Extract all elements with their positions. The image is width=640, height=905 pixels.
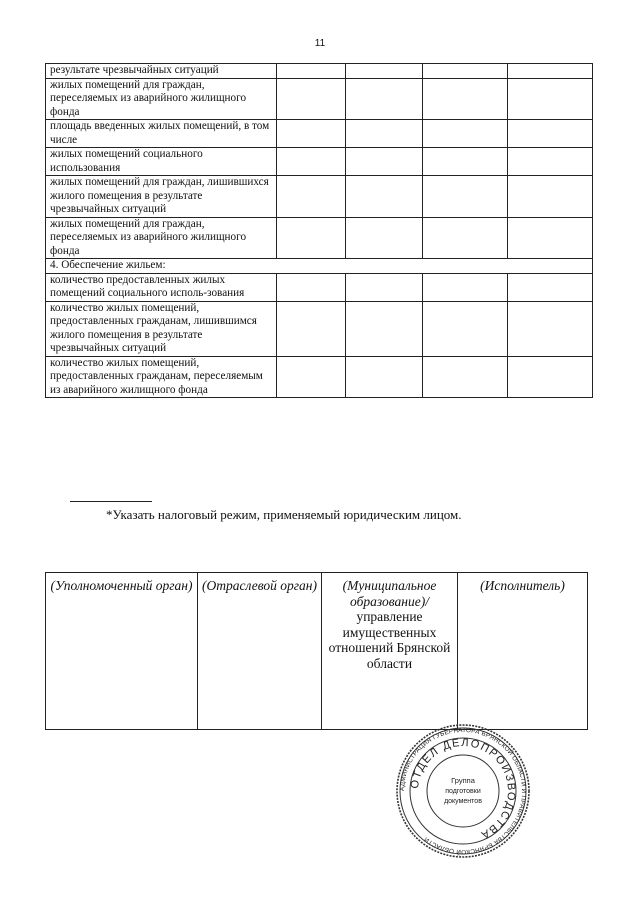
value-cell bbox=[346, 356, 423, 398]
value-cell bbox=[346, 273, 423, 301]
data-table bbox=[45, 63, 593, 398]
value-cell bbox=[423, 148, 508, 176]
table-row bbox=[46, 78, 593, 120]
value-cell bbox=[508, 217, 593, 259]
signature-table bbox=[45, 572, 588, 730]
value-cell bbox=[346, 64, 423, 79]
value-cell bbox=[277, 301, 346, 356]
table-row bbox=[46, 301, 593, 356]
stamp-center-line: документов bbox=[444, 798, 482, 805]
table-row bbox=[46, 259, 593, 274]
table-row bbox=[46, 273, 593, 301]
signature-label: (Отраслевой орган) bbox=[202, 578, 317, 593]
table-row bbox=[46, 148, 593, 176]
value-cell bbox=[508, 356, 593, 398]
stamp-inner-text: ОТДЕЛ ДЕЛОПРОИЗВОДСТВА bbox=[408, 736, 518, 842]
table-row bbox=[46, 217, 593, 259]
value-cell bbox=[277, 176, 346, 218]
value-cell bbox=[346, 148, 423, 176]
value-cell bbox=[508, 148, 593, 176]
value-cell bbox=[508, 64, 593, 79]
value-cell bbox=[423, 217, 508, 259]
value-cell bbox=[423, 78, 508, 120]
signature-sector-body bbox=[198, 573, 322, 730]
official-stamp bbox=[395, 723, 531, 859]
stamp-center-line: подготовки bbox=[445, 788, 481, 795]
row-label: жилых помещений социального использования bbox=[46, 148, 277, 176]
signature-executor bbox=[458, 573, 588, 730]
table-row bbox=[46, 356, 593, 398]
table-row bbox=[46, 64, 593, 79]
value-cell bbox=[508, 301, 593, 356]
value-cell bbox=[423, 64, 508, 79]
row-label: количество жилых помещений, предоставленных гражданам, лишившимся жилого помещения в результате чрезвычайных ситуаций bbox=[46, 301, 277, 356]
signature-organization: управление имущественных отношений Брянской области bbox=[328, 609, 451, 671]
signature-label: (Исполнитель) bbox=[480, 578, 565, 593]
value-cell bbox=[277, 273, 346, 301]
page-number: 11 bbox=[314, 38, 326, 49]
value-cell bbox=[277, 78, 346, 120]
stamp-outer-text: АДМИНИСТРАЦИЯ ГУБЕРНАТОРА БРЯНСКОЙ ОБЛАСТИ И ПРАВИТЕЛЬСТВА БРЯНСКОЙ ОБЛАСТИ bbox=[398, 726, 528, 856]
value-cell bbox=[277, 64, 346, 79]
value-cell bbox=[423, 120, 508, 148]
value-cell bbox=[508, 273, 593, 301]
value-cell bbox=[423, 356, 508, 398]
section-heading: 4. Обеспечение жильем: bbox=[46, 259, 593, 274]
value-cell bbox=[277, 148, 346, 176]
value-cell bbox=[346, 78, 423, 120]
footnote-rule bbox=[70, 501, 152, 502]
table-row bbox=[46, 176, 593, 218]
value-cell bbox=[423, 301, 508, 356]
row-label: количество жилых помещений, предоставленных гражданам, переселяемым из аварийного жилищного фонда bbox=[46, 356, 277, 398]
value-cell bbox=[508, 120, 593, 148]
row-label: результате чрезвычайных ситуаций bbox=[46, 64, 277, 79]
value-cell bbox=[277, 356, 346, 398]
value-cell bbox=[346, 217, 423, 259]
row-label: жилых помещений для граждан, лишившихся жилого помещения в результате чрезвычайных ситуаций bbox=[46, 176, 277, 218]
value-cell bbox=[508, 176, 593, 218]
row-label: жилых помещений для граждан, переселяемых из аварийного жилищного фонда bbox=[46, 217, 277, 259]
value-cell bbox=[346, 301, 423, 356]
row-label: количество предоставленных жилых помещений социального исполь-зования bbox=[46, 273, 277, 301]
value-cell bbox=[277, 217, 346, 259]
value-cell bbox=[423, 176, 508, 218]
value-cell bbox=[423, 273, 508, 301]
value-cell bbox=[346, 120, 423, 148]
stamp-center-line: Группа bbox=[451, 776, 475, 785]
value-cell bbox=[277, 120, 346, 148]
row-label: площадь введенных жилых помещений, в том числе bbox=[46, 120, 277, 148]
value-cell bbox=[346, 176, 423, 218]
value-cell bbox=[508, 78, 593, 120]
footnote: *Указать налоговый режим, применяемый юридическим лицом. bbox=[106, 507, 462, 522]
signature-label: (Муниципальное образование)/ bbox=[342, 578, 437, 609]
table-row bbox=[46, 120, 593, 148]
row-label: жилых помещений для граждан, переселяемых из аварийного жилищного фонда bbox=[46, 78, 277, 120]
signature-municipality bbox=[322, 573, 458, 730]
signature-label: (Уполномоченный орган) bbox=[50, 578, 193, 593]
signature-authorized-body bbox=[46, 573, 198, 730]
